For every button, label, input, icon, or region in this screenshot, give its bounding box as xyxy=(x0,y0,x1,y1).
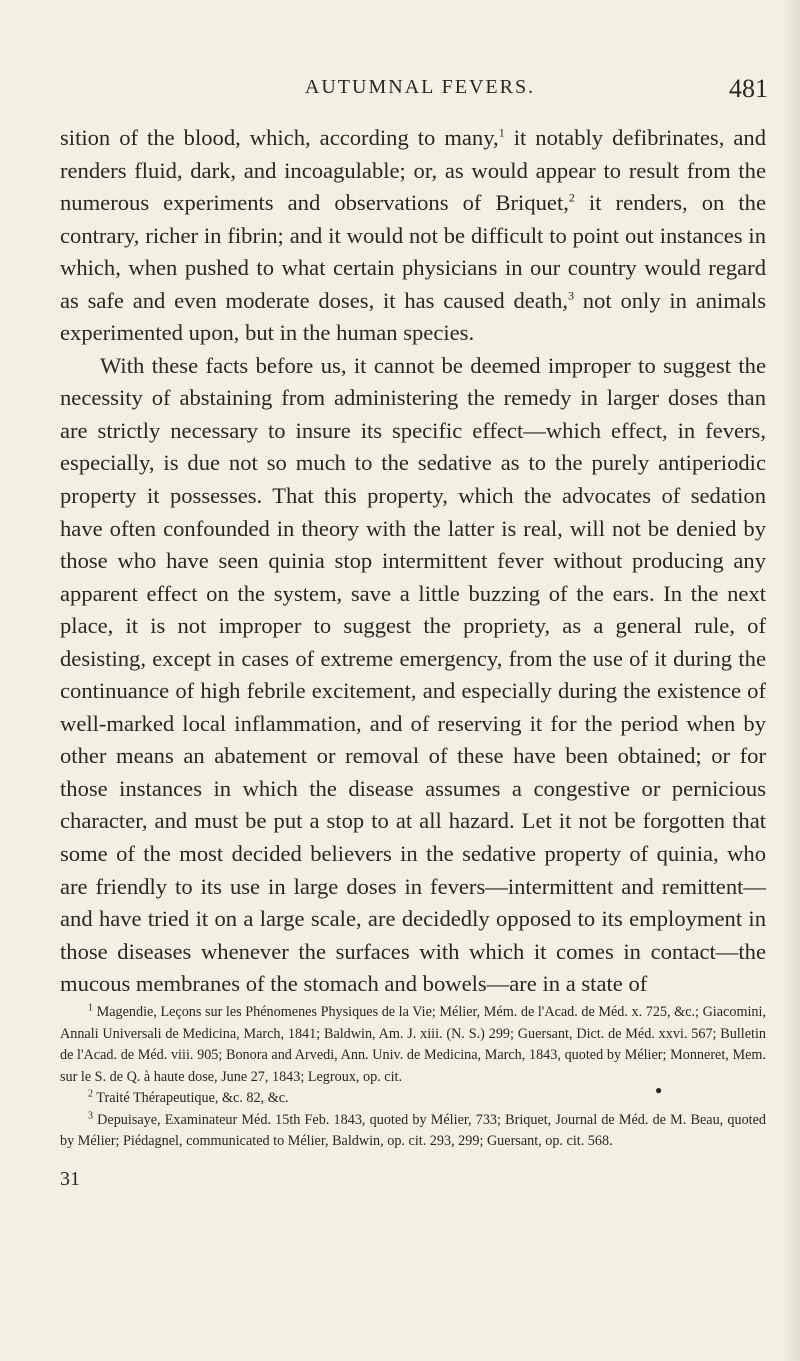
footnote-reference: 2 xyxy=(568,190,575,205)
page-number: 481 xyxy=(729,74,768,103)
footnote-text: Magendie, Leçons sur les Phénomenes Physiques de la Vie; Mélier, Mém. de l'Acad. de Méd. x. 725, &c.; Giacomini, Annali Universali de Medicina, March, 1841; Baldwin, Am. J. xiii. (N. S.) 299; Guersant, Dict. de Méd. xxvi. 567; Bulletin de l'Acad. de Méd. viii. 905; Bonora and Arvedi, Ann. Univ. de Medicina, March, 1843, quoted by Mélier; Monneret, Mem. sur le S. de Q. à haute dose, June 27, 1843; Legroux, op. cit. xyxy=(60,1004,766,1085)
page-edge-shadow xyxy=(780,0,800,1361)
footnote-text: Traité Thérapeutique, &c. 82, &c. xyxy=(96,1090,289,1106)
footnote-reference: 1 xyxy=(498,125,505,140)
paragraph-text: With these facts before us, it cannot be deemed improper to suggest the necessity of abstaining from administering the remedy in larger doses than are strictly necessary to insure its specific effect—which effect, in fevers, especially, is due not so much to the sedative as to the purely antiperiodic property it possesses. That this property, which the advocates of sedation have often confounded in theory with the latter is real, will not be denied by those who have seen quinia stop intermittent fever without producing any apparent effect on the system, save a little buzzing of the ears. In the next place, it is not improper to suggest the propriety, as a general rule, of desisting, except in cases of extreme emergency, from the use of it during the continuance of high febrile excitement, and especially during the existence of well-marked local inflammation, and of reserving it for the period when by other means an abatement or removal of these have been obtained; or for those instances in which the disease assumes a congestive or pernicious character, and must be put a stop to at all hazard. Let it not be forgotten that some of the most decided believers in the sedative property of quinia, who are friendly to its use in large doses in fevers—intermittent and remittent—and have tried it on a large scale, are decidedly opposed to its employment in those diseases whenever the surfaces with which it comes in contact—the mucous membranes of the stomach and bowels—are in a state of xyxy=(60,352,766,997)
footnote-text: Depuisaye, Examinateur Méd. 15th Feb. 1843, quoted by Mélier, 733; Briquet, Journal de Méd. de M. Beau, quoted by Mélier; Piédagnel, communicated to Mélier, Baldwin, op. cit. 293, 299; Guersant, op. cit. 568. xyxy=(60,1111,766,1149)
running-head: AUTUMNAL FEVERS. xyxy=(304,76,536,98)
paragraph-text: it notably defibrinates, and renders fluid, dark, and incoagulable; or, as would appear to result from the numerous experiments and observations of Briquet, xyxy=(60,125,766,216)
paragraph-text: it renders, on the contrary, richer in fibrin; and it would not be difficult to point out instances in which, when pushed to what certain physicians in our country would regard as safe and even moderate doses, it has caused death, xyxy=(60,190,766,313)
footnote xyxy=(60,1110,766,1153)
footnotes xyxy=(60,1002,766,1153)
footnote-mark: 3 xyxy=(88,1109,93,1121)
paragraph xyxy=(60,122,766,350)
stray-dot-mark: ● xyxy=(655,1083,663,1097)
paragraph-text: not only in animals experimented upon, but in the human species. xyxy=(60,287,766,346)
paragraph-text: sition of the blood, which, according to many, xyxy=(60,125,499,150)
page-header xyxy=(60,76,780,110)
signature-mark: 31 xyxy=(60,1168,80,1190)
paragraph xyxy=(60,350,766,1001)
body-text xyxy=(60,122,766,1001)
footnote-mark: 1 xyxy=(88,1002,93,1014)
footnote-reference: 3 xyxy=(568,288,575,303)
footnote-mark: 2 xyxy=(88,1088,93,1100)
footnote xyxy=(60,1002,766,1088)
